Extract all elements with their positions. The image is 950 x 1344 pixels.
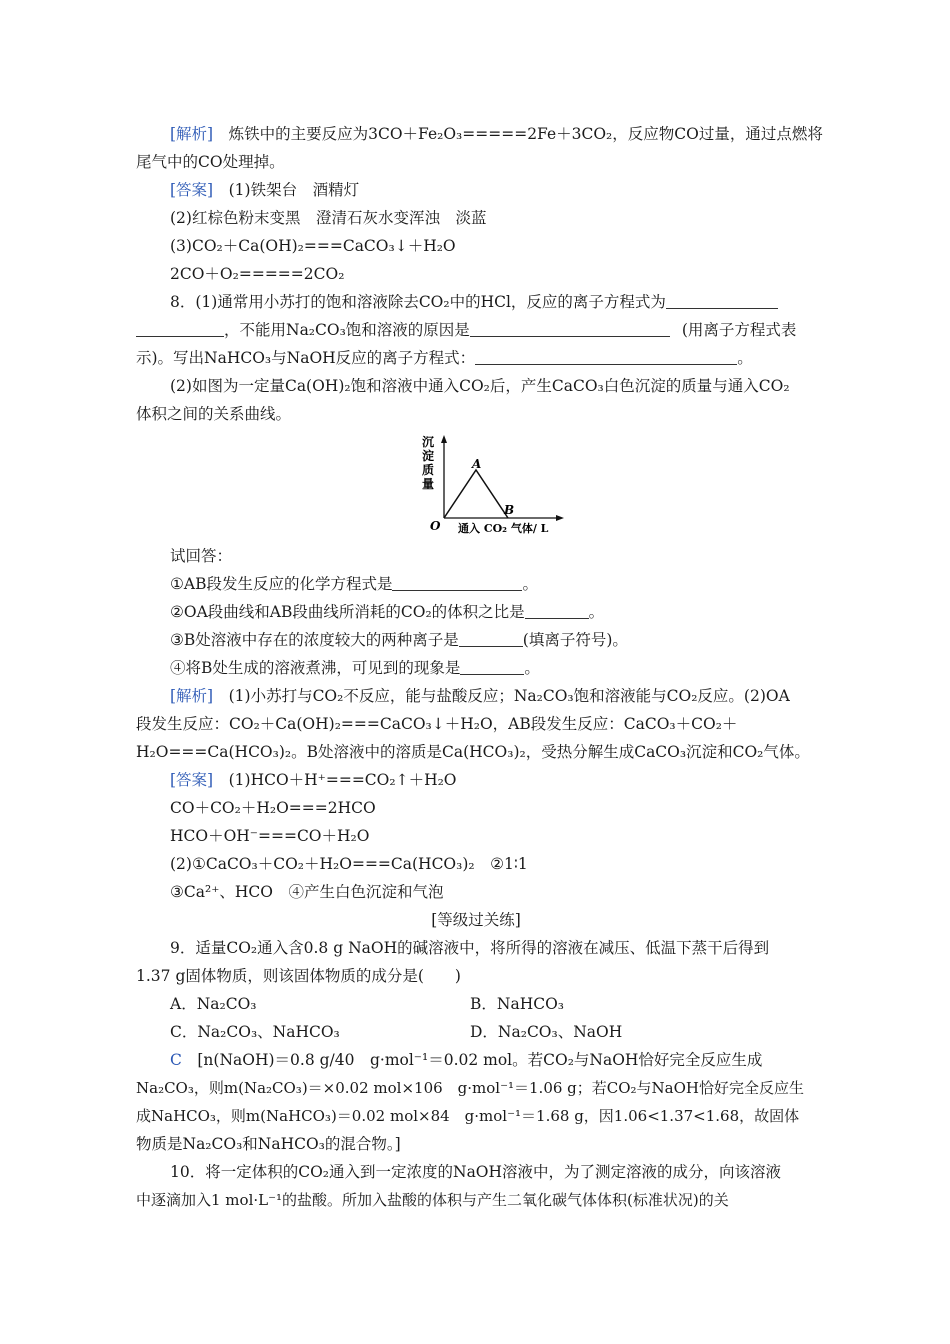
answer-letter: C	[170, 1051, 182, 1069]
question-9-explanation-3: 成NaHCO₃，则m(NaHCO₃)＝0.02 mol×84 g·mol⁻¹＝1.68 g，因1.06<1.37<1.68，故固体	[136, 1107, 800, 1125]
question-9-line-1: 9．适量CO₂通入含0.8 g NaOH的碱溶液中，将所得的溶液在减压、低温下蒸干后得到	[170, 939, 770, 957]
sub-question-1: ①AB段发生反应的化学方程式是 。	[170, 575, 538, 593]
answer-blank[interactable]	[459, 631, 523, 647]
sub-question-4: ④将B处生成的溶液煮沸，可见到的现象是 。	[170, 659, 540, 677]
answer-blank[interactable]	[460, 659, 524, 675]
option-row-1	[170, 994, 816, 1014]
origin-label: O	[430, 519, 441, 533]
y-axis-label-char: 沉	[422, 435, 435, 449]
option-b[interactable]: B．NaHCO₃	[470, 995, 564, 1013]
question-9-explanation-2: Na₂CO₃，则m(Na₂CO₃)＝×0.02 mol×106 g·mol⁻¹＝1.06 g；若CO₂与NaOH恰好完全反应生	[136, 1079, 805, 1097]
x-axis-label: 通入 CO₂ 气体/ L	[458, 522, 549, 535]
question-8-line-1: 8．(1)通常用小苏打的饱和溶液除去CO₂中的HCl，反应的离子方程式为	[170, 292, 816, 312]
analysis-1-line-1: [解析] 炼铁中的主要反应为3CO＋Fe₂O₃=====2Fe＋3CO₂，反应物CO过量，通过点燃将	[170, 125, 823, 143]
answer-2-line-2: CO＋CO₂＋H₂O===2HCO	[170, 799, 376, 817]
answer-1-line-3: (3)CO₂＋Ca(OH)₂===CaCO₃↓＋H₂O	[170, 237, 456, 255]
question-9-explanation-4: 物质是Na₂CO₃和NaHCO₃的混合物。]	[136, 1135, 401, 1153]
question-10-line-2: 中逐滴加入1 mol·L⁻¹的盐酸。所加入盐酸的体积与产生二氧化碳气体体积(标准状况)的关	[136, 1191, 729, 1209]
y-axis-arrow	[441, 435, 447, 443]
point-b-label: B	[504, 503, 515, 517]
answer-blank[interactable]	[470, 321, 670, 337]
precipitate-curve	[444, 470, 508, 518]
answer-blank[interactable]	[525, 603, 589, 619]
answer-blank[interactable]	[666, 293, 778, 309]
answer-blank[interactable]	[475, 349, 737, 365]
analysis-2-line-2: 段发生反应：CO₂＋Ca(OH)₂===CaCO₃↓＋H₂O，AB段发生反应：CaCO₃＋CO₂＋	[136, 715, 738, 733]
question-10-line-1: 10．将一定体积的CO₂通入到一定浓度的NaOH溶液中，为了测定溶液的成分，向该溶液	[170, 1163, 782, 1181]
answer-1-line-2: (2)红棕色粉末变黑 澄清石灰水变浑浊 淡蓝	[170, 209, 487, 227]
answer-blank[interactable]	[392, 575, 522, 591]
precipitate-graph	[418, 432, 568, 540]
answer-2-line-4: (2)①CaCO₃＋CO₂＋H₂O===Ca(HCO₃)₂ ②1∶1	[170, 855, 528, 873]
y-axis-label-char: 淀	[422, 449, 435, 463]
answer-1-line-1: [答案] (1)铁架台 酒精灯	[170, 181, 360, 199]
answer-tag: [答案]	[170, 181, 214, 199]
option-a[interactable]: A．Na₂CO₃	[170, 995, 257, 1013]
question-8-line-4: (2)如图为一定量Ca(OH)₂饱和溶液中通入CO₂后，产生CaCO₃白色沉淀的质量与通入CO₂	[170, 377, 790, 395]
question-9-explanation-1: C [n(NaOH)＝0.8 g/40 g·mol⁻¹＝0.02 mol。若CO₂与NaOH恰好完全反应生成	[170, 1051, 763, 1069]
question-8-line-2: ，不能用Na₂CO₃饱和溶液的原因是 (用离子方程式表	[136, 320, 816, 340]
analysis-2-line-3: H₂O===Ca(HCO₃)₂。B处溶液中的溶质是Ca(HCO₃)₂，受热分解生成CaCO₃沉淀和CO₂气体。	[136, 743, 810, 761]
y-axis-label-char: 质	[422, 463, 435, 477]
answer-2-line-3: HCO＋OH⁻===CO＋H₂O	[170, 827, 370, 845]
question-9-line-2: 1.37 g固体物质，则该固体物质的成分是( )	[136, 967, 461, 985]
point-a-label: A	[472, 457, 482, 471]
question-8-ask: 试回答：	[170, 547, 233, 565]
y-axis-label-char: 量	[422, 477, 435, 491]
question-8-line-5: 体积之间的关系曲线。	[136, 405, 292, 423]
answer-1-line-4: 2CO＋O₂=====2CO₂	[170, 265, 345, 283]
sub-question-3: ③B处溶液中存在的浓度较大的两种离子是 (填离子符号)。	[170, 631, 628, 649]
option-c[interactable]: C．Na₂CO₃、NaHCO₃	[170, 1023, 340, 1041]
answer-2-line-5: ③Ca²⁺、HCO ④产生白色沉淀和气泡	[170, 883, 444, 901]
analysis-2-line-1: [解析] (1)小苏打与CO₂不反应，能与盐酸反应；Na₂CO₃饱和溶液能与CO₂反应。(2)OA	[170, 687, 790, 705]
option-row-2	[170, 1022, 816, 1042]
sub-question-2: ②OA段曲线和AB段曲线所消耗的CO₂的体积之比是 。	[170, 603, 605, 621]
analysis-tag: [解析]	[170, 125, 214, 143]
answer-blank[interactable]	[136, 321, 224, 337]
question-8-line-3: 示)。写出NaHCO₃与NaOH反应的离子方程式： 。	[136, 349, 753, 367]
answer-tag: [答案]	[170, 771, 214, 789]
section-heading: [等级过关练]	[431, 911, 521, 929]
x-axis-arrow	[556, 515, 564, 521]
analysis-1-line-2: 尾气中的CO处理掉。	[136, 153, 285, 171]
answer-2-line-1: [答案] (1)HCO＋H⁺===CO₂↑＋H₂O	[170, 771, 457, 789]
analysis-tag: [解析]	[170, 687, 214, 705]
option-d[interactable]: D．Na₂CO₃、NaOH	[470, 1023, 623, 1041]
